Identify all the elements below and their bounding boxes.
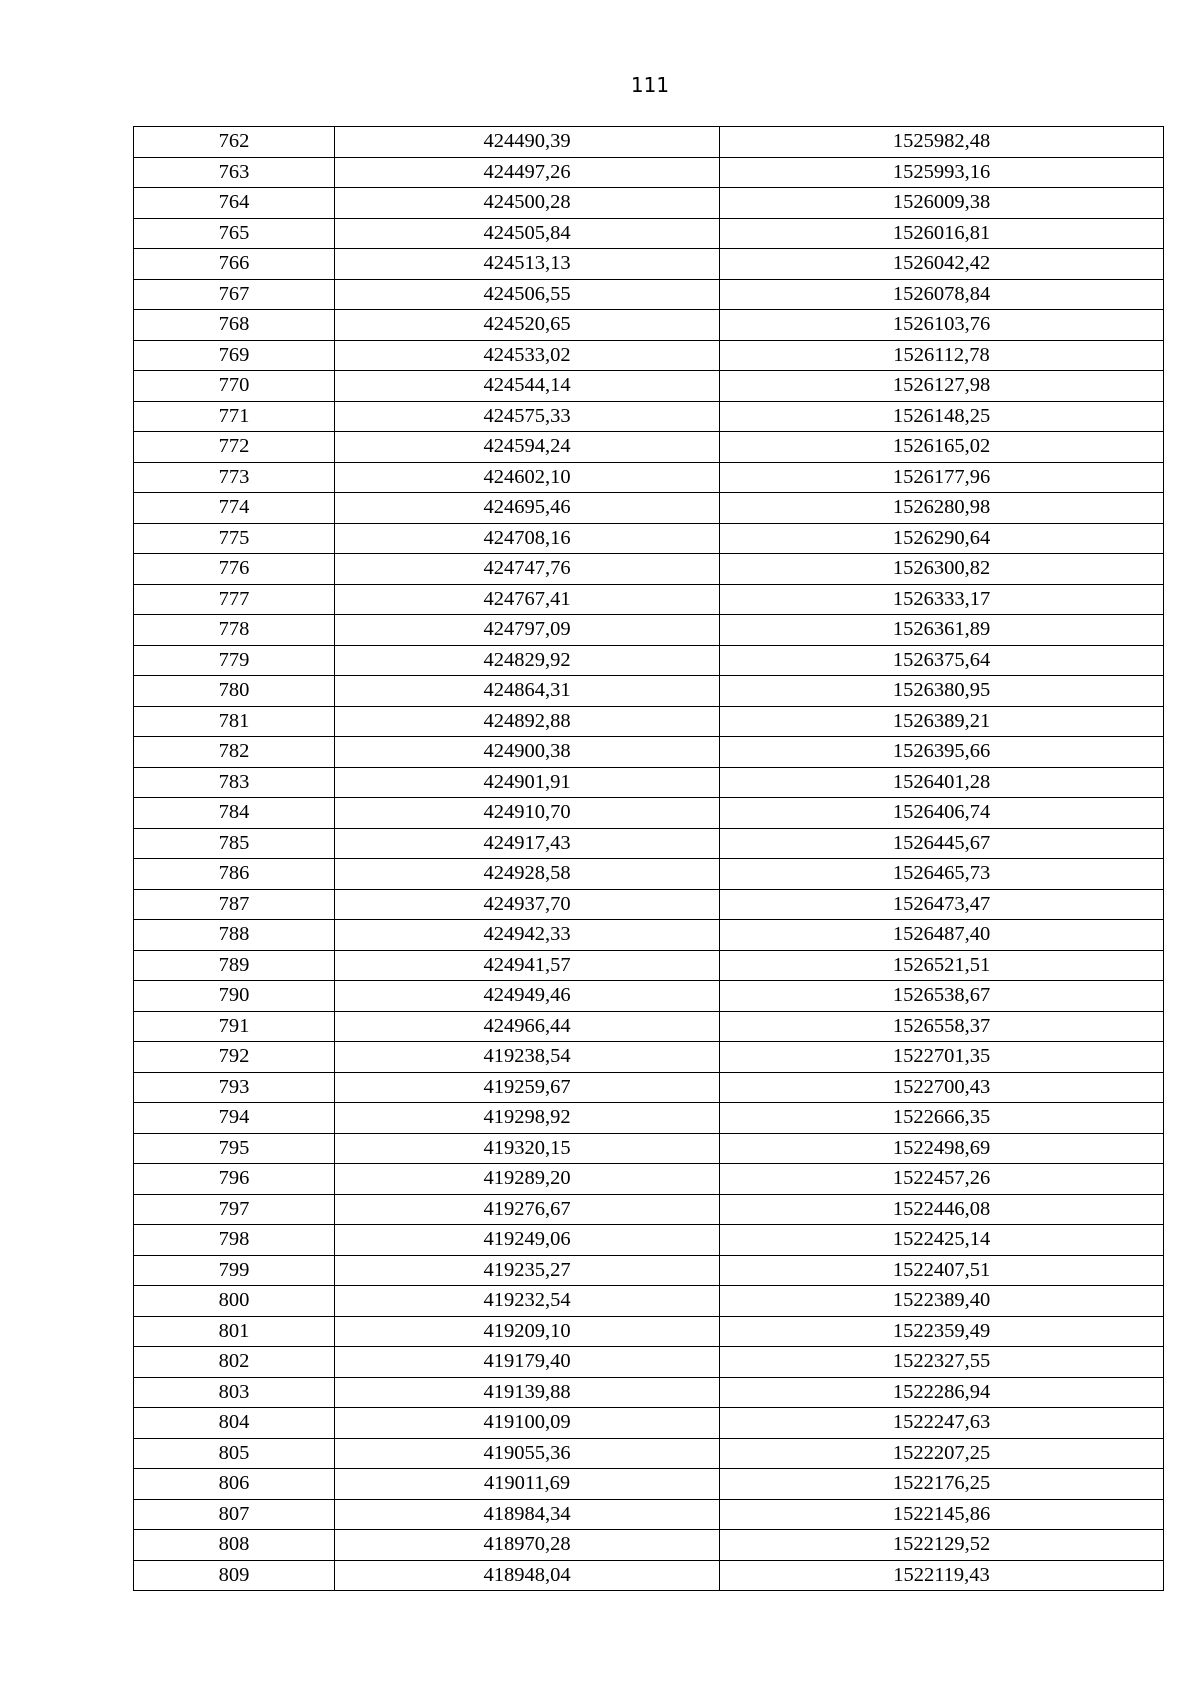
point-number-cell: 767 [134,279,335,310]
x-coordinate-cell: 419259,67 [335,1072,720,1103]
x-coordinate-cell: 424490,39 [335,127,720,158]
y-coordinate-cell: 1526280,98 [720,493,1164,524]
x-coordinate-cell: 424533,02 [335,340,720,371]
x-coordinate-cell: 424900,38 [335,737,720,768]
table-row [134,1133,1164,1164]
x-coordinate-cell: 424928,58 [335,859,720,890]
table-row [134,218,1164,249]
table-row [134,1011,1164,1042]
point-number-cell: 802 [134,1347,335,1378]
table-row [134,1347,1164,1378]
point-number-cell: 792 [134,1042,335,1073]
table-row [134,950,1164,981]
y-coordinate-cell: 1526165,02 [720,432,1164,463]
point-number-cell: 808 [134,1530,335,1561]
point-number-cell: 786 [134,859,335,890]
point-number-cell: 796 [134,1164,335,1195]
y-coordinate-cell: 1522129,52 [720,1530,1164,1561]
y-coordinate-cell: 1522286,94 [720,1377,1164,1408]
table-row [134,249,1164,280]
x-coordinate-cell: 424505,84 [335,218,720,249]
y-coordinate-cell: 1526445,67 [720,828,1164,859]
point-number-cell: 789 [134,950,335,981]
x-coordinate-cell: 418970,28 [335,1530,720,1561]
point-number-cell: 762 [134,127,335,158]
y-coordinate-cell: 1522425,14 [720,1225,1164,1256]
x-coordinate-cell: 424937,70 [335,889,720,920]
table-row [134,1164,1164,1195]
table-row [134,889,1164,920]
y-coordinate-cell: 1526177,96 [720,462,1164,493]
page-number: 111 [630,73,670,97]
x-coordinate-cell: 424497,26 [335,157,720,188]
x-coordinate-cell: 419139,88 [335,1377,720,1408]
table-row [134,737,1164,768]
x-coordinate-cell: 424941,57 [335,950,720,981]
y-coordinate-cell: 1526473,47 [720,889,1164,920]
y-coordinate-cell: 1526290,64 [720,523,1164,554]
point-number-cell: 763 [134,157,335,188]
y-coordinate-cell: 1522701,35 [720,1042,1164,1073]
table-row [134,310,1164,341]
x-coordinate-cell: 424910,70 [335,798,720,829]
y-coordinate-cell: 1526465,73 [720,859,1164,890]
x-coordinate-cell: 419011,69 [335,1469,720,1500]
table-row [134,828,1164,859]
y-coordinate-cell: 1522207,25 [720,1438,1164,1469]
y-coordinate-cell: 1522700,43 [720,1072,1164,1103]
x-coordinate-cell: 419235,27 [335,1255,720,1286]
table-row [134,584,1164,615]
point-number-cell: 777 [134,584,335,615]
point-number-cell: 793 [134,1072,335,1103]
x-coordinate-cell: 419238,54 [335,1042,720,1073]
y-coordinate-cell: 1526300,82 [720,554,1164,585]
table-row [134,1408,1164,1439]
point-number-cell: 790 [134,981,335,1012]
table-row [134,1225,1164,1256]
table-row [134,493,1164,524]
table-row [134,279,1164,310]
x-coordinate-cell: 419276,67 [335,1194,720,1225]
table-row [134,645,1164,676]
y-coordinate-cell: 1522389,40 [720,1286,1164,1317]
point-number-cell: 778 [134,615,335,646]
x-coordinate-cell: 424575,33 [335,401,720,432]
y-coordinate-cell: 1522407,51 [720,1255,1164,1286]
point-number-cell: 770 [134,371,335,402]
table-row [134,798,1164,829]
table-row [134,432,1164,463]
point-number-cell: 785 [134,828,335,859]
y-coordinate-cell: 1522145,86 [720,1499,1164,1530]
y-coordinate-cell: 1526361,89 [720,615,1164,646]
point-number-cell: 804 [134,1408,335,1439]
x-coordinate-cell: 418984,34 [335,1499,720,1530]
point-number-cell: 794 [134,1103,335,1134]
point-number-cell: 783 [134,767,335,798]
x-coordinate-cell: 419179,40 [335,1347,720,1378]
x-coordinate-cell: 418948,04 [335,1560,720,1591]
y-coordinate-cell: 1526401,28 [720,767,1164,798]
x-coordinate-cell: 424892,88 [335,706,720,737]
x-coordinate-cell: 419055,36 [335,1438,720,1469]
x-coordinate-cell: 424864,31 [335,676,720,707]
x-coordinate-cell: 424594,24 [335,432,720,463]
point-number-cell: 798 [134,1225,335,1256]
y-coordinate-cell: 1526112,78 [720,340,1164,371]
point-number-cell: 765 [134,218,335,249]
point-number-cell: 779 [134,645,335,676]
y-coordinate-cell: 1522119,43 [720,1560,1164,1591]
x-coordinate-cell: 424767,41 [335,584,720,615]
point-number-cell: 801 [134,1316,335,1347]
table-row [134,1530,1164,1561]
x-coordinate-cell: 424695,46 [335,493,720,524]
table-row [134,676,1164,707]
y-coordinate-cell: 1526078,84 [720,279,1164,310]
x-coordinate-cell: 419209,10 [335,1316,720,1347]
point-number-cell: 807 [134,1499,335,1530]
y-coordinate-cell: 1522359,49 [720,1316,1164,1347]
y-coordinate-cell: 1526333,17 [720,584,1164,615]
y-coordinate-cell: 1526406,74 [720,798,1164,829]
y-coordinate-cell: 1525982,48 [720,127,1164,158]
x-coordinate-cell: 424500,28 [335,188,720,219]
table-row [134,1103,1164,1134]
x-coordinate-cell: 424602,10 [335,462,720,493]
point-number-cell: 797 [134,1194,335,1225]
point-number-cell: 776 [134,554,335,585]
table-row [134,462,1164,493]
point-number-cell: 774 [134,493,335,524]
y-coordinate-cell: 1526558,37 [720,1011,1164,1042]
table-row [134,1042,1164,1073]
table-row [134,127,1164,158]
x-coordinate-cell: 419289,20 [335,1164,720,1195]
x-coordinate-cell: 419249,06 [335,1225,720,1256]
x-coordinate-cell: 424747,76 [335,554,720,585]
point-number-cell: 799 [134,1255,335,1286]
x-coordinate-cell: 424942,33 [335,920,720,951]
point-number-cell: 806 [134,1469,335,1500]
point-number-cell: 782 [134,737,335,768]
y-coordinate-cell: 1522247,63 [720,1408,1164,1439]
table-row [134,157,1164,188]
y-coordinate-cell: 1526389,21 [720,706,1164,737]
y-coordinate-cell: 1526380,95 [720,676,1164,707]
table-row [134,523,1164,554]
table-row [134,981,1164,1012]
point-number-cell: 771 [134,401,335,432]
x-coordinate-cell: 424797,09 [335,615,720,646]
point-number-cell: 766 [134,249,335,280]
point-number-cell: 768 [134,310,335,341]
x-coordinate-cell: 424917,43 [335,828,720,859]
table-row [134,1286,1164,1317]
y-coordinate-cell: 1526127,98 [720,371,1164,402]
y-coordinate-cell: 1522446,08 [720,1194,1164,1225]
x-coordinate-cell: 424829,92 [335,645,720,676]
table-row [134,554,1164,585]
y-coordinate-cell: 1526487,40 [720,920,1164,951]
x-coordinate-cell: 424506,55 [335,279,720,310]
point-number-cell: 773 [134,462,335,493]
point-number-cell: 787 [134,889,335,920]
point-number-cell: 764 [134,188,335,219]
y-coordinate-cell: 1526042,42 [720,249,1164,280]
table-row [134,1316,1164,1347]
x-coordinate-cell: 424520,65 [335,310,720,341]
x-coordinate-cell: 419320,15 [335,1133,720,1164]
y-coordinate-cell: 1522327,55 [720,1347,1164,1378]
x-coordinate-cell: 424544,14 [335,371,720,402]
table-row [134,767,1164,798]
table-row [134,188,1164,219]
table-row [134,706,1164,737]
point-number-cell: 772 [134,432,335,463]
point-number-cell: 809 [134,1560,335,1591]
table-row [134,1255,1164,1286]
x-coordinate-cell: 424949,46 [335,981,720,1012]
table-row [134,371,1164,402]
x-coordinate-cell: 424966,44 [335,1011,720,1042]
y-coordinate-cell: 1526016,81 [720,218,1164,249]
y-coordinate-cell: 1526103,76 [720,310,1164,341]
table-row [134,1438,1164,1469]
y-coordinate-cell: 1522498,69 [720,1133,1164,1164]
point-number-cell: 803 [134,1377,335,1408]
coordinates-table-body [134,127,1164,1591]
x-coordinate-cell: 424708,16 [335,523,720,554]
point-number-cell: 805 [134,1438,335,1469]
y-coordinate-cell: 1522666,35 [720,1103,1164,1134]
table-row [134,920,1164,951]
x-coordinate-cell: 419100,09 [335,1408,720,1439]
table-row [134,1194,1164,1225]
y-coordinate-cell: 1526395,66 [720,737,1164,768]
y-coordinate-cell: 1526009,38 [720,188,1164,219]
y-coordinate-cell: 1525993,16 [720,157,1164,188]
table-row [134,340,1164,371]
x-coordinate-cell: 419232,54 [335,1286,720,1317]
x-coordinate-cell: 424901,91 [335,767,720,798]
point-number-cell: 791 [134,1011,335,1042]
table-row [134,615,1164,646]
y-coordinate-cell: 1522457,26 [720,1164,1164,1195]
table-row [134,1499,1164,1530]
table-row [134,859,1164,890]
y-coordinate-cell: 1526375,64 [720,645,1164,676]
table-row [134,401,1164,432]
point-number-cell: 780 [134,676,335,707]
point-number-cell: 800 [134,1286,335,1317]
coordinates-table [133,126,1164,1591]
y-coordinate-cell: 1526521,51 [720,950,1164,981]
table-row [134,1560,1164,1591]
table-row [134,1072,1164,1103]
table-row [134,1377,1164,1408]
point-number-cell: 788 [134,920,335,951]
point-number-cell: 781 [134,706,335,737]
x-coordinate-cell: 419298,92 [335,1103,720,1134]
table-row [134,1469,1164,1500]
y-coordinate-cell: 1526538,67 [720,981,1164,1012]
point-number-cell: 784 [134,798,335,829]
y-coordinate-cell: 1526148,25 [720,401,1164,432]
point-number-cell: 769 [134,340,335,371]
point-number-cell: 775 [134,523,335,554]
y-coordinate-cell: 1522176,25 [720,1469,1164,1500]
point-number-cell: 795 [134,1133,335,1164]
x-coordinate-cell: 424513,13 [335,249,720,280]
